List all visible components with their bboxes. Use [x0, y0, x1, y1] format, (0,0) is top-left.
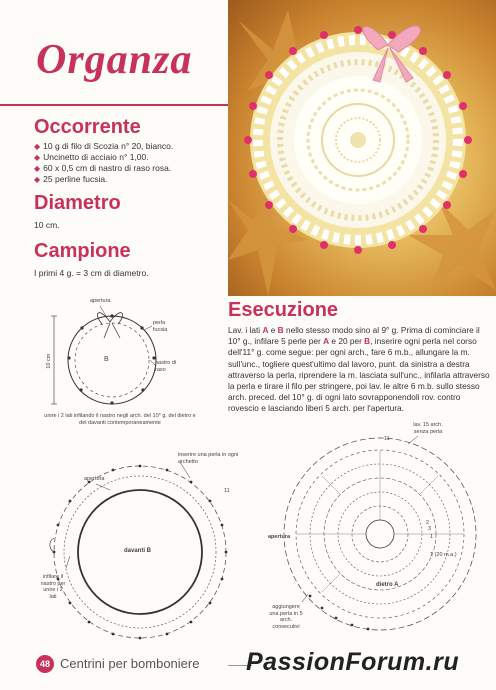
aggiungere-label: aggiungere una perla in 5 arch. consecutivi: [269, 604, 303, 630]
diametro-heading: Diametro: [34, 192, 121, 214]
campione-heading: Campione: [34, 240, 131, 262]
diagram-davanti-b: [40, 452, 240, 647]
round-number-3: 11: [384, 436, 390, 442]
list-item: ◆ 10 g di filo di Scozia n° 20, bianco.: [34, 141, 174, 151]
watermark: PassionForum.ru: [246, 648, 460, 676]
bullet-icon: ◆: [34, 142, 41, 151]
perla-label: perla fucsia: [153, 320, 168, 333]
page-number: 48: [36, 655, 54, 673]
row-1-label: 1: [430, 534, 434, 540]
esecuzione-text: Lav. i lati A e B nello stesso modo sino al 9° g. Prima di cominciare il 10° g., infilare 5 perle per A e 20 per B, inserire ogni perla nel corso dell'11° g. come segue: per ogni arch., fare 6 m.b., allungare la m. sull'unc., togliere quest'ultimo dal lavoro, punt. da sinistra a destra attraverso la perla, riprendere la m. lasciata sull'unc., infilarla attraverso la perla e tirare il filo per stringere, poi lav. le altre 6 m.b. sullo stesso arch. preced. del 10° g. di ogni lato sovrapponendoli rov. contro rovescio e lasciando liberi 5 arch. per l'apertura.: [228, 325, 490, 414]
davanti-label: davanti B: [124, 548, 152, 554]
title-divider: [0, 104, 228, 106]
page-title: Organza: [36, 37, 193, 83]
occorrente-heading: Occorrente: [34, 116, 141, 138]
infilare-label: infilare il nastro per unire i 2 lati: [40, 574, 66, 600]
diagram-assembly: [40, 292, 220, 442]
round-number-2: 11: [224, 488, 230, 494]
side-label: B: [104, 356, 109, 363]
campione-value: I primi 4 g. = 3 cm di diametro.: [34, 268, 149, 278]
diametro-value: 10 cm.: [34, 220, 60, 230]
footer-title: Centrini per bomboniere: [60, 656, 200, 671]
apertura-label: apertura: [90, 298, 111, 304]
apertura-label-3: apertura: [268, 534, 291, 540]
lav-arch-label: lav. 15 arch. senza perla: [413, 422, 443, 435]
diagram-dietro-a: [268, 422, 490, 644]
nastro-label: nastro di raso: [155, 360, 177, 373]
list-item: ◆ Uncinetto di acciaio n° 1,00.: [34, 152, 149, 162]
row-2-label: 2: [426, 520, 430, 526]
assembly-caption: unire i 2 lati infilando il nastro negli arch. del 10° g. del dietro e del davanti contemporaneamente: [44, 413, 196, 426]
size-label: 10 cm: [46, 353, 53, 369]
materials-list: [34, 141, 173, 185]
bullet-icon: ◆: [34, 175, 41, 184]
esecuzione-heading: Esecuzione: [228, 299, 339, 321]
product-photo: [228, 0, 496, 296]
bullet-icon: ◆: [34, 164, 41, 173]
list-item: ◆ 25 perline fucsia.: [34, 174, 108, 184]
bullet-icon: ◆: [34, 153, 41, 162]
apertura-label-2: apertura: [84, 476, 105, 482]
inserire-note: inserire una perla in ogni archetto: [178, 452, 239, 465]
row-3-label: 3: [428, 526, 432, 532]
list-item: ◆ 60 x 0,5 cm di nastro di raso rosa.: [34, 163, 172, 173]
dietro-label: dietro A: [376, 582, 399, 588]
ring-label: 1 (20 m.a.): [430, 552, 457, 558]
